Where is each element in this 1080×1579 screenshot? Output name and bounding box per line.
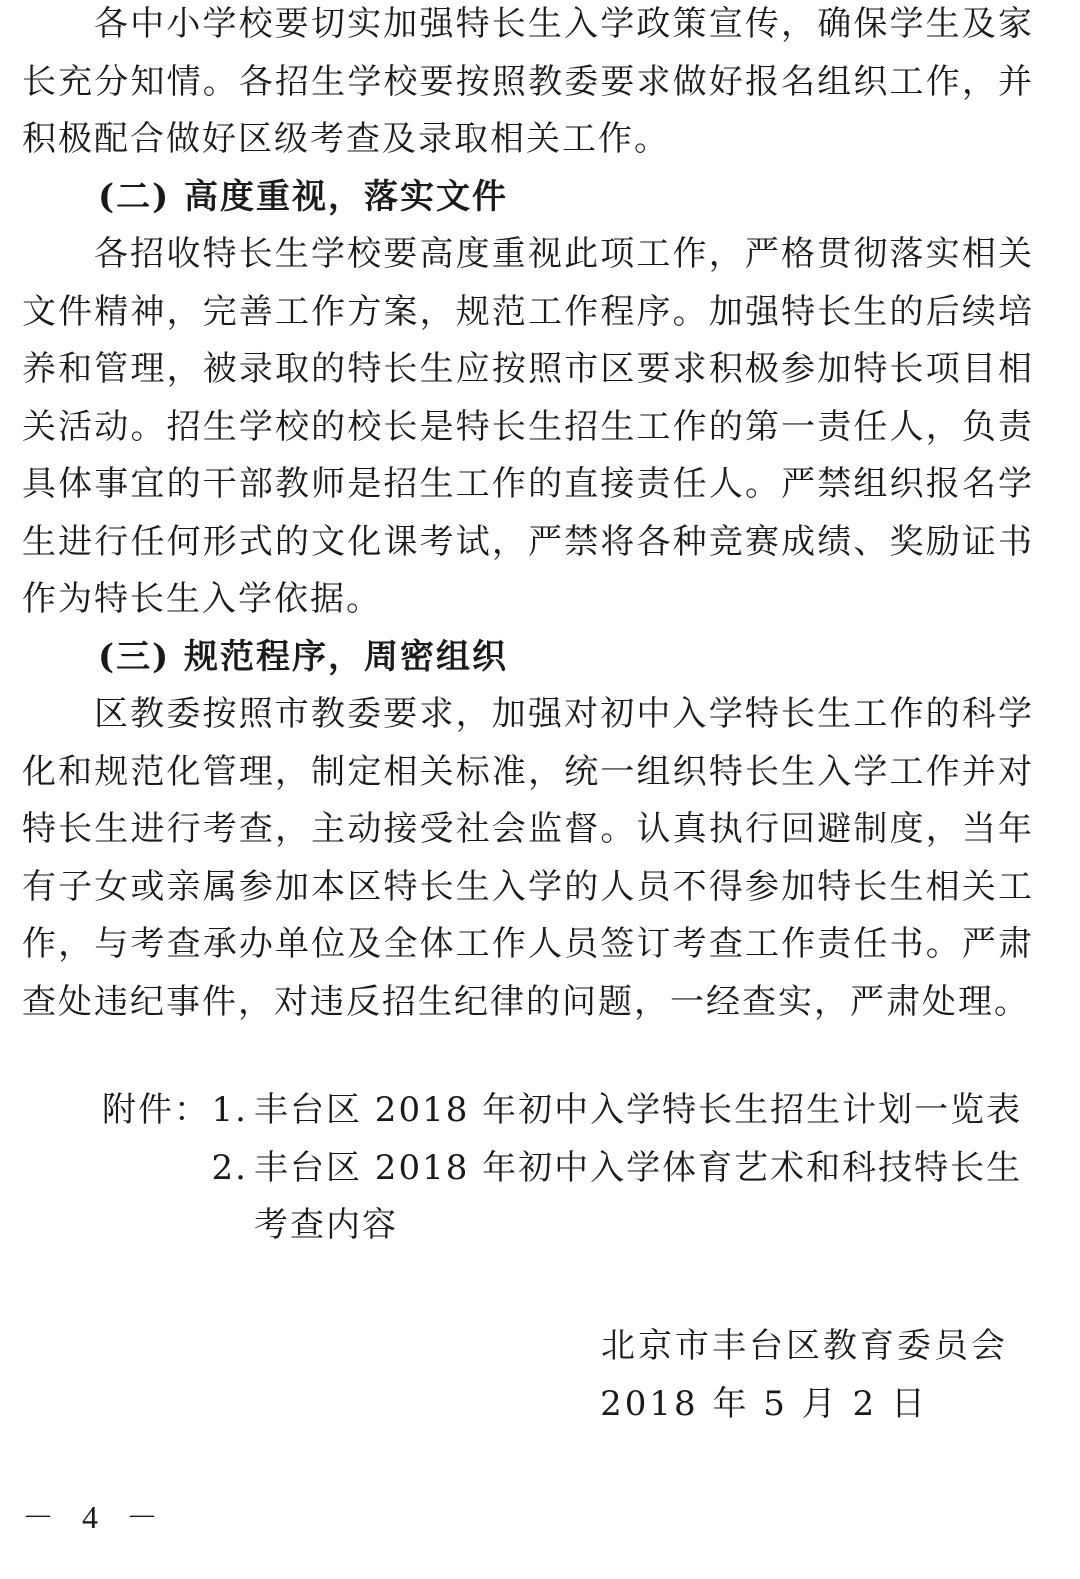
- paragraph-publicity: 各中小学校要切实加强特长生入学政策宣传，确保学生及家长充分知情。各招生学校要按照教委要求做好报名组织工作，并积极配合做好区级考查及录取相关工作。: [22, 4, 1034, 159]
- attachment-number: 2.: [211, 1147, 248, 1188]
- attachments-label: 附件：: [102, 1090, 210, 1130]
- signature-block: [600, 1318, 1008, 1433]
- attachment-title: 丰台区 2018 年初中入学体育艺术和科技特长生考查内容: [254, 1147, 1023, 1245]
- page-number: － 4 －: [22, 1499, 169, 1535]
- section-heading-2: (二) 高度重视，落实文件: [98, 176, 509, 217]
- attachments-list: [22, 1082, 1034, 1255]
- paragraph-attention: 各招收特长生学校要高度重视此项工作，严格贯彻落实相关文件精神，完善工作方案，规范工作程序。加强特长生的后续培养和管理，被录取的特长生应按照市区要求积极参加特长项目相关活动。招生学校的校长是特长生招生工作的第一责任人，负责具体事宜的干部教师是招生工作的直接责任人。严禁组织报名学生进行任何形式的文化课考试，严禁将各种竞赛成绩、奖励证书作为特长生入学依据。: [22, 234, 1034, 619]
- section-heading-3: (三) 规范程序，周密组织: [98, 636, 509, 677]
- document-body: [22, 0, 1034, 1031]
- issuing-organization: 北京市丰台区教育委员会: [601, 1326, 1008, 1366]
- issue-date: 2018 年 5 月 2 日: [600, 1383, 928, 1424]
- attachment-item: [22, 1082, 1034, 1140]
- paragraph-procedure: 区教委按照市教委要求，加强对初中入学特长生工作的科学化和规范化管理，制定相关标准，统一组织特长生入学工作并对特长生进行考查，主动接受社会监督。认真执行回避制度，当年有子女或亲属参加本区特长生入学的人员不得参加特长生相关工作，与考查承办单位及全体工作人员签订考查工作责任书。严肃查处违纪事件，对违反招生纪律的问题，一经查实，严肃处理。: [22, 694, 1034, 1022]
- attachment-item: [22, 1140, 1034, 1255]
- attachment-title: 丰台区 2018 年初中入学特长生招生计划一览表: [254, 1090, 1023, 1130]
- attachment-number: 1.: [211, 1090, 248, 1130]
